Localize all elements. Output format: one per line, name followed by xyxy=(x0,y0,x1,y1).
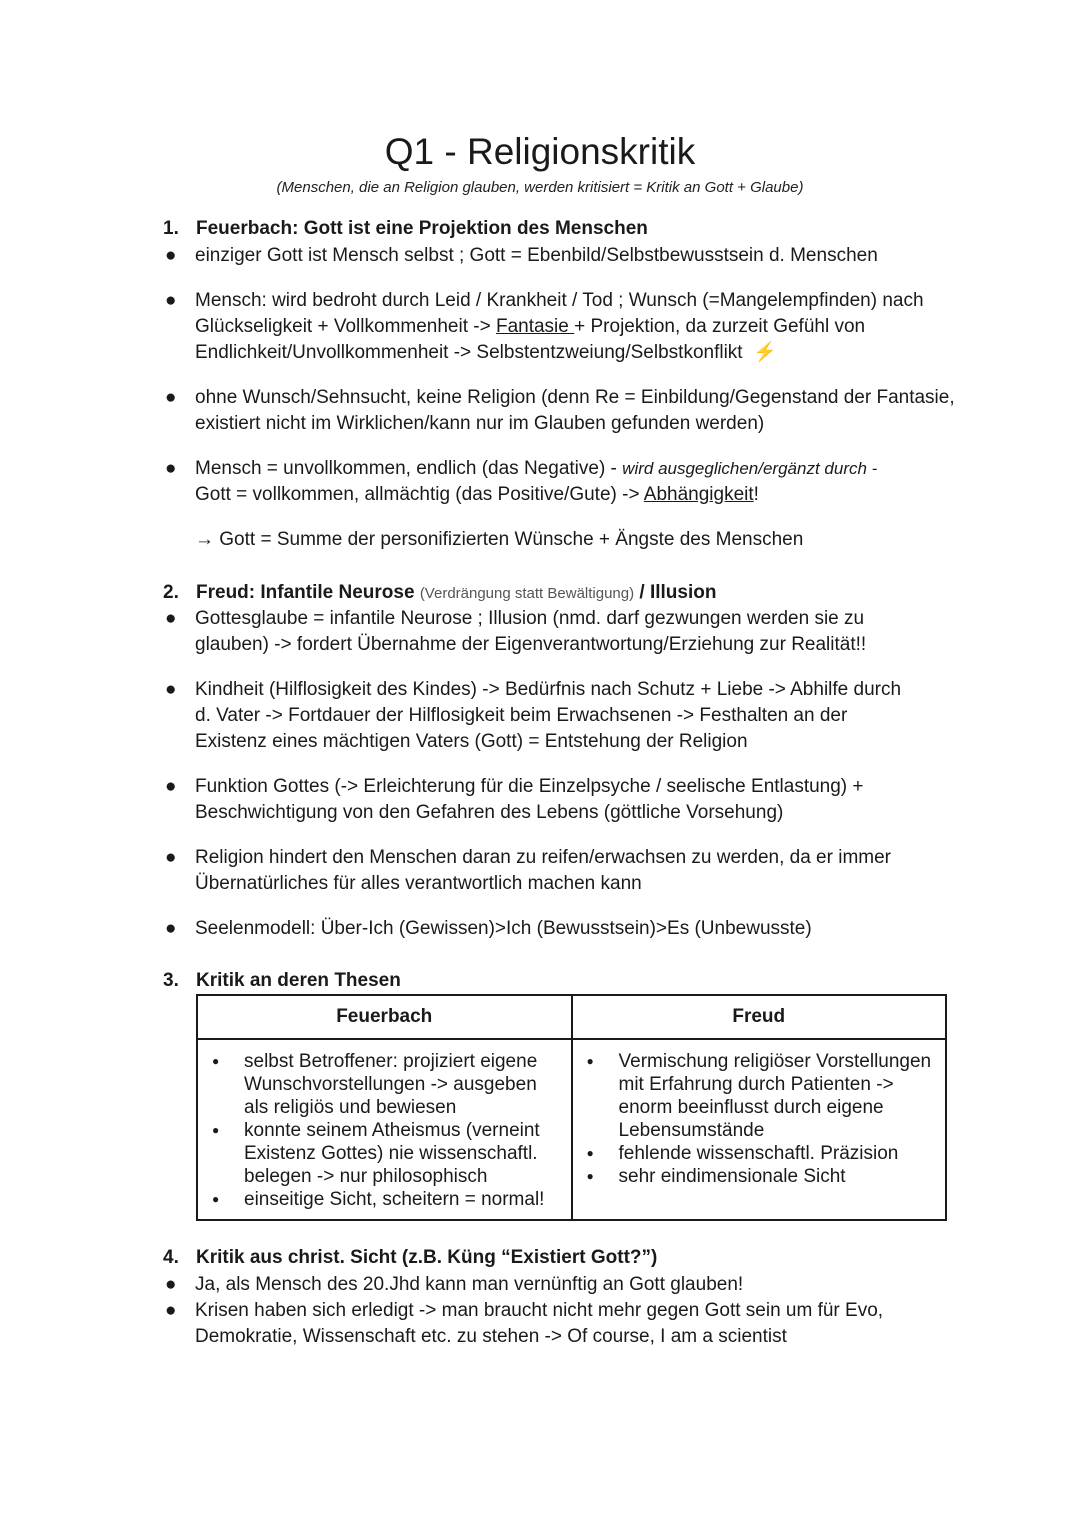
underlined-text: Fantasie xyxy=(495,316,575,337)
lightning-icon: ⚡ xyxy=(753,342,777,363)
section-3-heading: 3. Kritik an deren Thesen xyxy=(163,968,401,994)
bullet-icon: ● xyxy=(165,290,177,311)
heading-note: (Verdrängung statt Bewältigung) xyxy=(419,585,635,602)
underlined-text: Abhängigkeit xyxy=(643,484,754,505)
section-number: 2. xyxy=(163,582,179,603)
bullet-icon: ● xyxy=(165,1274,177,1295)
page-subtitle: (Menschen, die an Religion glauben, werden kritisiert = Kritik an Gott + Glaube) xyxy=(276,179,804,196)
italic-text: wird ausgeglichen/ergänzt durch - xyxy=(622,459,878,478)
bullet-icon: ● xyxy=(165,458,177,479)
list-item: ● fehlende wissenschaftl. Präzision xyxy=(585,1142,938,1165)
section-number: 4. xyxy=(163,1247,179,1268)
bullet-icon: ● xyxy=(165,1300,177,1321)
bullet-icon: ● xyxy=(165,608,177,629)
table-cell-feuerbach xyxy=(197,1039,572,1220)
list-item: Kindheit (Hilflosigkeit des Kindes) -> Bedürfnis nach Schutz + Liebe -> Abhilfe durch d. Vater -> Fortdauer der Hilflosigkeit beim Erwachsenen -> Festhalten an der Existenz eines mächtigen Vaters (Gott) = Entstehung der Religion xyxy=(195,679,902,752)
list-item: Mensch = unvollkommen, endlich (das Negative) - wird ausgeglichen/ergänzt durch - Gott = vollkommen, allmächtig (das Positive/Gute) -> Abhängigkeit! xyxy=(195,458,878,505)
list-item: Religion hindert den Menschen daran zu reifen/erwachsen zu werden, da er immer Übernatürliches für alles verantwortlich machen kann xyxy=(195,847,891,894)
list-item: ● Vermischung religiöser Vorstellungen mit Erfahrung durch Patienten -> enorm beeinflusst durch eigene Lebensumstände xyxy=(585,1050,938,1142)
list-item: Mensch: wird bedroht durch Leid / Krankheit / Tod ; Wunsch (=Mangelempfinden) nach Glückseligkeit + Vollkommenheit -> Fantasie + Projektion, da zurzeit Gefühl von Endlichkeit/Unvollkommenheit -> Selbstentzweiung/Selbstkonflikt ⚡ xyxy=(195,290,924,363)
table-row xyxy=(197,1039,946,1220)
table-header-row xyxy=(197,995,946,1039)
list-item: Funktion Gottes (-> Erleichterung für die Einzelpsyche / seelische Entlastung) + Beschwichtigung von den Gefahren des Lebens (göttliche Vorsehung) xyxy=(195,776,864,823)
list-item: ● sehr eindimensionale Sicht xyxy=(585,1165,938,1188)
bullet-icon: ● xyxy=(165,847,177,868)
bullet-icon: ● xyxy=(165,679,177,700)
list-item: Gottesglaube = infantile Neurose ; Illusion (nmd. darf gezwungen werden sie zu glauben) -> fordert Übernahme der Eigenverantwortung/Erziehung zur Realität!! xyxy=(195,608,867,655)
section-1-heading xyxy=(163,216,648,242)
bullet-icon: ● xyxy=(165,918,177,939)
bullet-icon: ● xyxy=(165,245,177,266)
conclusion-text: → Gott = Summe der personifizierten Wünsche + Ängste des Menschen xyxy=(195,529,804,550)
table-cell-freud xyxy=(572,1039,947,1220)
section-2-heading: 2. Freud: Infantile Neurose (Verdrängung statt Bewältigung) / Illusion xyxy=(163,580,716,607)
page-title: Q1 - Religionskritik xyxy=(384,131,696,172)
list-item: ● konnte seinem Atheismus (verneint Existenz Gottes) nie wissenschaftl. belegen -> nur philosophisch xyxy=(210,1119,563,1188)
section-number: 1. xyxy=(163,218,179,239)
section-number: 3. xyxy=(163,970,179,991)
list-item: einziger Gott ist Mensch selbst ; Gott = Ebenbild/Selbstbewusstsein d. Menschen xyxy=(195,245,878,266)
column-header-feuerbach: Feuerbach xyxy=(197,995,572,1039)
section-title: Feuerbach: Gott ist eine Projektion des Menschen xyxy=(196,218,648,239)
list-item: ● selbst Betroffener: projiziert eigene Wunschvorstellungen -> ausgeben als religiös und bewiesen xyxy=(210,1050,563,1119)
list-item: Krisen haben sich erledigt -> man braucht nicht mehr gegen Gott sein um für Evo, Demokratie, Wissenschaft etc. zu stehen -> Of course, I am a scientist xyxy=(195,1300,884,1347)
list-item: ● einseitige Sicht, scheitern = normal! xyxy=(210,1188,563,1211)
bullet-icon: ● xyxy=(165,776,177,797)
bullet-icon: ● xyxy=(165,387,177,408)
list-item: Seelenmodell: Über-Ich (Gewissen)>Ich (Bewusstsein)>Es (Unbewusste) xyxy=(195,918,812,939)
section-4-heading: 4. Kritik aus christ. Sicht (z.B. Küng “Existiert Gott?”) xyxy=(163,1245,657,1271)
critique-table xyxy=(196,994,947,1221)
list-item: ohne Wunsch/Sehnsucht, keine Religion (denn Re = Einbildung/Gegenstand der Fantasie, existiert nicht im Wirklichen/kann nur im Glauben gefunden werden) xyxy=(195,387,955,434)
column-header-freud: Freud xyxy=(572,995,947,1039)
list-item: Ja, als Mensch des 20.Jhd kann man vernünftig an Gott glauben! xyxy=(195,1274,744,1295)
